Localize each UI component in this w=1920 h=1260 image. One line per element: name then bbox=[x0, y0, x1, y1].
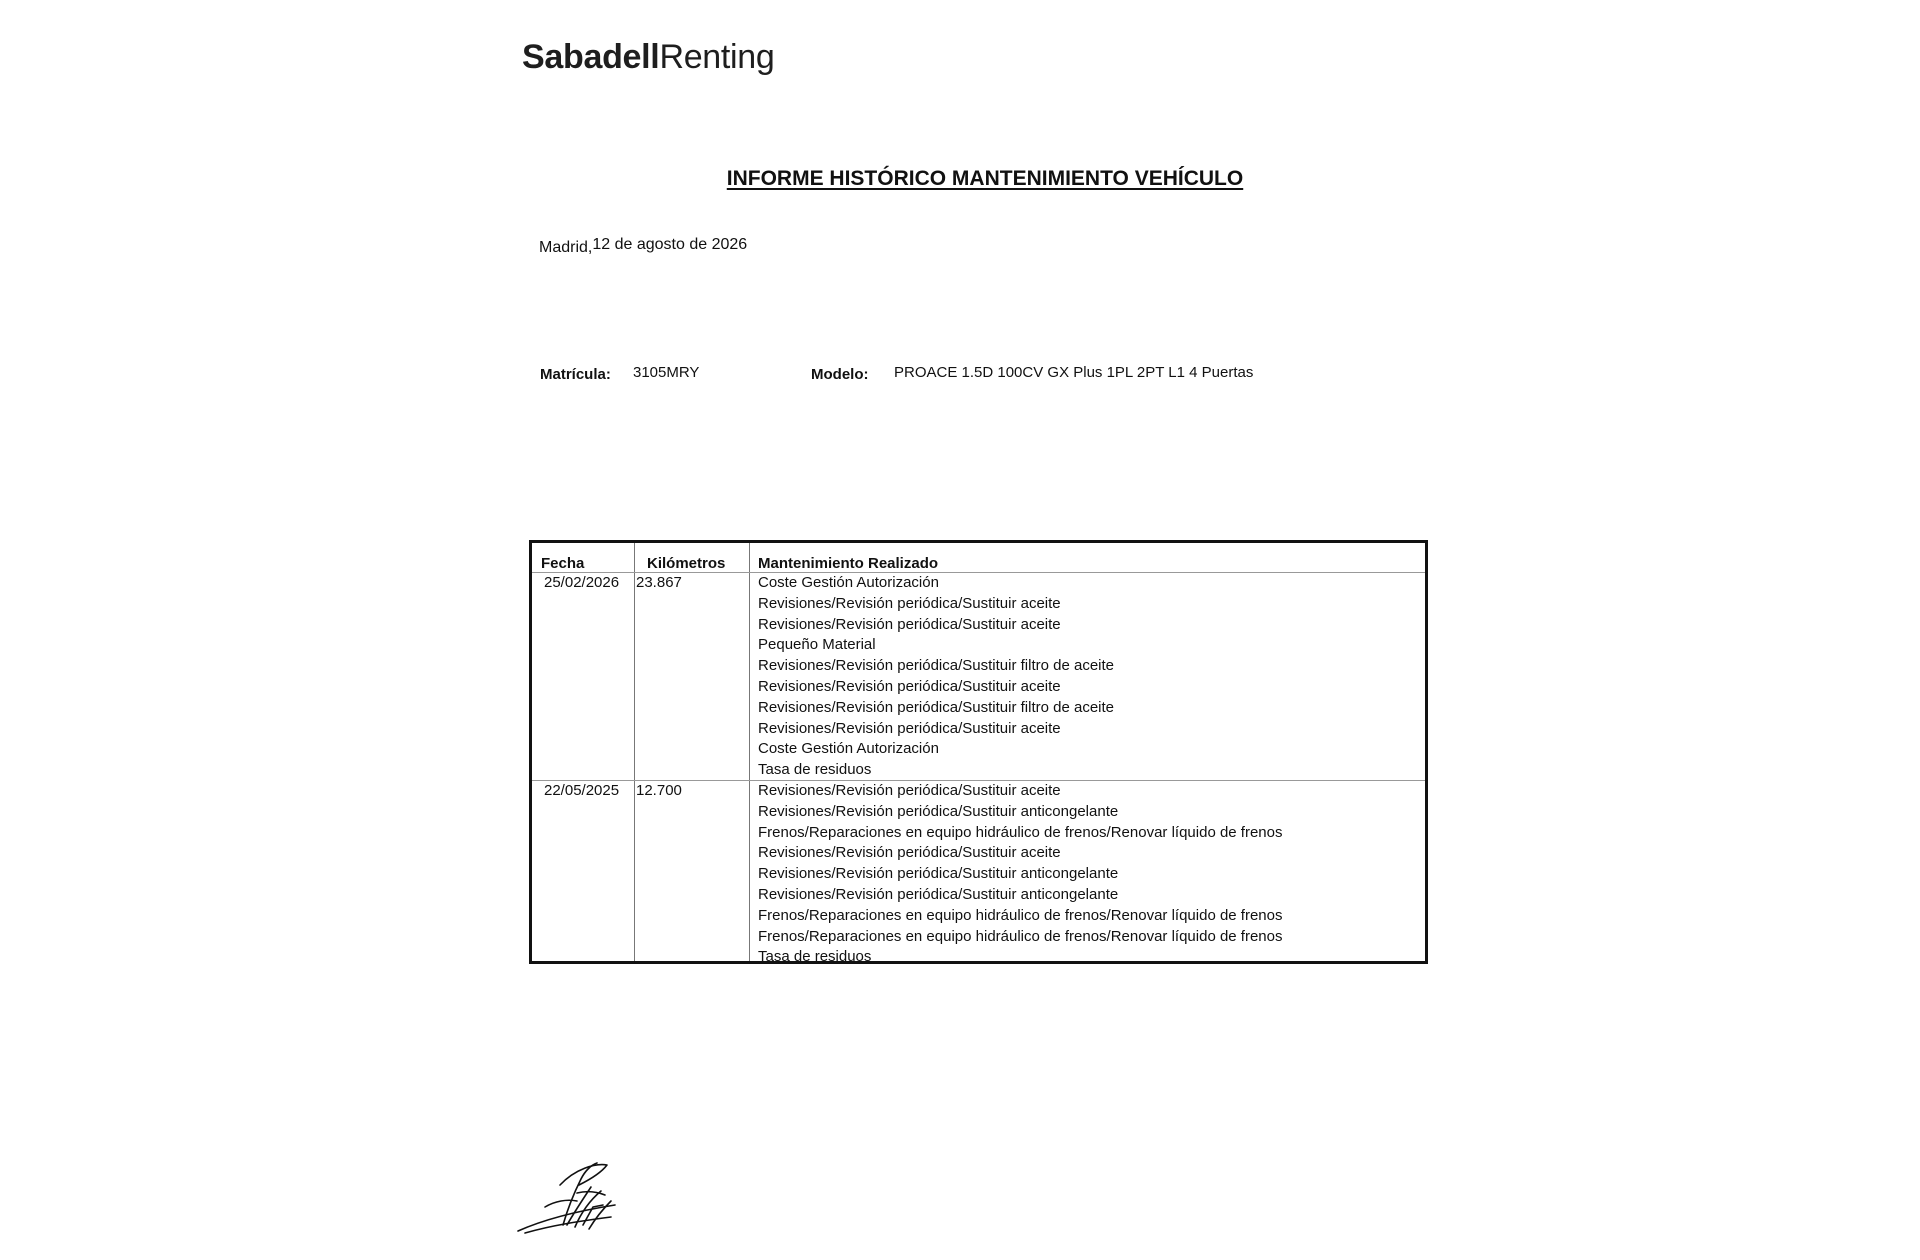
header-date: Fecha bbox=[541, 555, 585, 572]
place: Madrid, bbox=[539, 239, 593, 256]
maintenance-list bbox=[758, 573, 1114, 781]
row-km: 23.867 bbox=[636, 574, 682, 591]
row-date: 22/05/2025 bbox=[544, 782, 620, 799]
plate-label: Matrícula: bbox=[540, 366, 611, 383]
handwritten-signature bbox=[515, 1155, 625, 1235]
header-work: Mantenimiento Realizado bbox=[758, 555, 939, 572]
maintenance-item: Revisiones/Revisión periódica/Sustituir aceite bbox=[758, 615, 1061, 633]
column-divider bbox=[749, 543, 750, 961]
maintenance-item: Revisiones/Revisión periódica/Sustituir anticongelante bbox=[758, 802, 1119, 820]
maintenance-item: Frenos/Reparaciones en equipo hidráulico de frenos/Renovar líquido de frenos bbox=[758, 906, 1283, 924]
plate-value: 3105MRY bbox=[633, 364, 700, 381]
model-value: PROACE 1.5D 100CV GX Plus 1PL 2PT L1 4 Puertas bbox=[894, 364, 1254, 381]
maintenance-item: Revisiones/Revisión periódica/Sustituir filtro de aceite bbox=[758, 698, 1115, 716]
maintenance-table bbox=[529, 540, 1428, 964]
maintenance-item: Frenos/Reparaciones en equipo hidráulico de frenos/Renovar líquido de frenos bbox=[758, 927, 1283, 945]
row-date: 25/02/2026 bbox=[544, 574, 620, 591]
maintenance-item: Tasa de residuos bbox=[758, 761, 872, 779]
maintenance-item: Coste Gestión Autorización bbox=[758, 740, 939, 758]
maintenance-item: Revisiones/Revisión periódica/Sustituir aceite bbox=[758, 677, 1061, 695]
report-date: 12 de agosto de 2026 bbox=[592, 236, 748, 253]
maintenance-item: Revisiones/Revisión periódica/Sustituir filtro de aceite bbox=[758, 657, 1115, 675]
maintenance-item: Revisiones/Revisión periódica/Sustituir anticongelante bbox=[758, 865, 1119, 883]
maintenance-item: Revisiones/Revisión periódica/Sustituir aceite bbox=[758, 594, 1061, 612]
company-logo bbox=[522, 38, 775, 77]
maintenance-item: Coste Gestión Autorización bbox=[758, 574, 939, 591]
logo-wordmark-bold: Sabadell bbox=[522, 38, 660, 76]
maintenance-item: Revisiones/Revisión periódica/Sustituir aceite bbox=[758, 719, 1061, 737]
column-divider bbox=[634, 543, 635, 961]
maintenance-item: Pequeño Material bbox=[758, 636, 876, 654]
document-title: INFORME HISTÓRICO MANTENIMIENTO VEHÍCULO bbox=[726, 167, 1244, 190]
header-km: Kilómetros bbox=[647, 555, 726, 572]
row-km: 12.700 bbox=[636, 782, 682, 799]
maintenance-item: Frenos/Reparaciones en equipo hidráulico de frenos/Renovar líquido de frenos bbox=[758, 823, 1283, 841]
maintenance-item: Tasa de residuos bbox=[758, 948, 872, 966]
maintenance-item: Revisiones/Revisión periódica/Sustituir aceite bbox=[758, 782, 1061, 799]
maintenance-item: Revisiones/Revisión periódica/Sustituir aceite bbox=[758, 844, 1061, 862]
place-date bbox=[539, 236, 748, 257]
logo-wordmark-light: Renting bbox=[659, 38, 775, 76]
maintenance-item: Revisiones/Revisión periódica/Sustituir anticongelante bbox=[758, 885, 1119, 903]
model-label: Modelo: bbox=[811, 366, 869, 383]
maintenance-list bbox=[758, 781, 1283, 968]
